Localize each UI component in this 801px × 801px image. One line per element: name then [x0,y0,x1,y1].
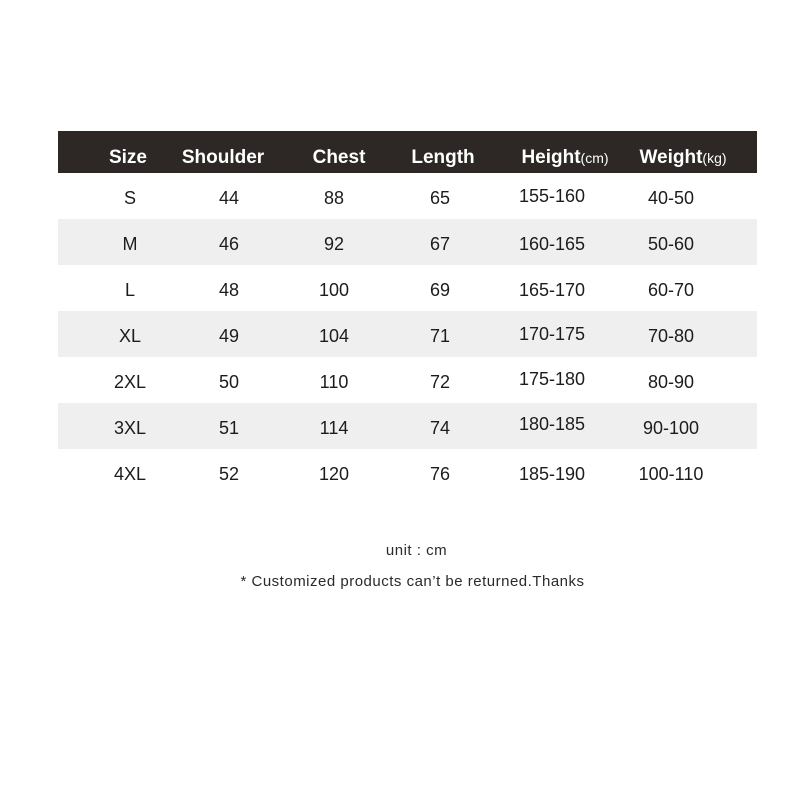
cell-weight: 70-80 [647,326,695,346]
table-row [58,311,757,357]
cell-length: 72 [429,372,451,392]
cell-chest: 120 [318,464,350,484]
cell-height: 170-175 [518,324,586,344]
cell-weight: 90-100 [642,418,700,438]
cell-chest: 88 [323,188,345,208]
cell-shoulder: 49 [218,326,240,346]
cell-shoulder: 48 [218,280,240,300]
cell-chest: 104 [318,326,350,346]
cell-length: 65 [429,188,451,208]
table-row [58,265,757,311]
size-chart-table [58,131,757,495]
cell-weight: 60-70 [647,280,695,300]
cell-size: XL [118,326,142,346]
cell-size: M [122,234,138,254]
cell-height: 180-185 [518,414,586,434]
cell-shoulder: 46 [218,234,240,254]
table-row [58,173,757,219]
cell-shoulder: 44 [218,188,240,208]
table-header-row [58,131,757,173]
cell-weight: 100-110 [638,464,704,484]
cell-size: L [124,280,136,300]
cell-height: 165-170 [518,280,586,300]
header-size: Size [108,147,148,168]
cell-weight: 80-90 [647,372,695,392]
table-row [58,449,757,495]
header-chest: Chest [312,147,366,168]
cell-height: 160-165 [518,234,586,254]
cell-shoulder: 51 [218,418,240,438]
header-height: Height(cm) [521,147,609,168]
cell-weight: 50-60 [647,234,695,254]
cell-size: 3XL [113,418,147,438]
cell-chest: 92 [323,234,345,254]
table-row [58,403,757,449]
cell-height: 155-160 [518,186,586,206]
cell-chest: 110 [319,372,349,392]
cell-size: 4XL [113,464,147,484]
cell-shoulder: 52 [218,464,240,484]
cell-shoulder: 50 [218,372,240,392]
unit-note: unit : cm [385,542,448,559]
cell-length: 71 [429,326,451,346]
cell-size: 2XL [113,372,147,392]
cell-chest: 100 [318,280,350,300]
table-row [58,219,757,265]
table-row [58,357,757,403]
return-policy-note: * Customized products can’t be returned.Thanks [240,573,585,590]
cell-chest: 114 [319,418,349,438]
cell-size: S [123,188,137,208]
header-length: Length [411,147,475,168]
header-weight: Weight(kg) [639,147,727,168]
cell-length: 67 [429,234,451,254]
cell-length: 76 [429,464,451,484]
cell-height: 175-180 [518,369,586,389]
cell-length: 69 [429,280,451,300]
cell-length: 74 [429,418,451,438]
header-shoulder: Shoulder [181,147,265,168]
cell-height: 185-190 [518,464,586,484]
cell-weight: 40-50 [647,188,695,208]
